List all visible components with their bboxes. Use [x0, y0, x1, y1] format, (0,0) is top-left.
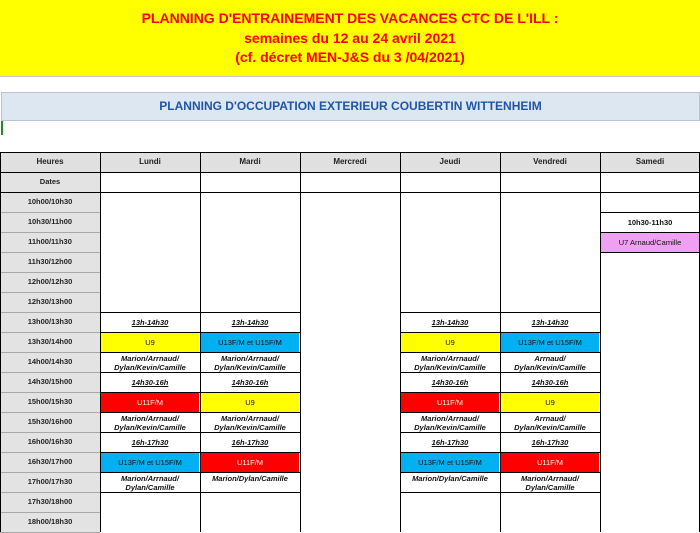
- time-slot-label: 12h30/13h00: [27, 297, 73, 306]
- grid-line: [500, 432, 600, 433]
- title-line-3: (cf. décret MEN-J&S du 3 /04/2021): [235, 49, 465, 65]
- schedule-entry: U13F/M et U15F/M: [401, 453, 499, 472]
- schedule-entry: Marion/Arrnaud/ Dylan/Kevin/Camille: [114, 354, 186, 372]
- grid-line: [500, 472, 600, 473]
- grid-line: [500, 412, 600, 413]
- grid-line: [600, 232, 700, 233]
- schedule-entry: 16h-17h30: [431, 438, 469, 447]
- time-slot-label: 18h00/18h30: [27, 517, 73, 526]
- grid-line: [0, 212, 100, 213]
- grid-line: [0, 312, 100, 313]
- grid-line: [0, 232, 100, 233]
- schedule-entry: U13F/M et U15F/M: [101, 453, 199, 472]
- grid-line: [200, 452, 300, 453]
- grid-line: [0, 372, 100, 373]
- grid-line: [100, 412, 200, 413]
- time-slot-label: 15h00/15h30: [27, 397, 73, 406]
- grid-line: [200, 492, 300, 493]
- grid-line: [600, 152, 601, 532]
- schedule-entry: 13h-14h30: [531, 318, 569, 327]
- grid-line: [0, 332, 100, 333]
- schedule-entry: U9: [401, 333, 499, 352]
- grid-line: [400, 472, 500, 473]
- schedule-entry: 14h30-16h: [431, 378, 469, 387]
- grid-line: [0, 432, 100, 433]
- grid-line: [0, 512, 100, 513]
- schedule-entry: Marion/Dylan/Camille: [212, 474, 288, 483]
- grid-line: [100, 332, 200, 333]
- column-header-vendredi: Vendredi: [533, 157, 567, 166]
- grid-line: [600, 252, 700, 253]
- grid-line: [400, 392, 500, 393]
- grid-line: [200, 372, 300, 373]
- grid-line: [400, 452, 500, 453]
- grid-line: [100, 492, 200, 493]
- grid-line: [200, 472, 300, 473]
- grid-line: [0, 192, 700, 193]
- schedule-entry: 10h30-11h30: [627, 218, 673, 227]
- grid-line: [400, 312, 500, 313]
- schedule-entry: Marion/Arrnaud/ Dylan/Kevin/Camille: [214, 414, 286, 432]
- schedule-entry: Marion/Arrnaud/ Dylan/Kevin/Camille: [414, 414, 486, 432]
- column-header-jeudi: Jeudi: [439, 157, 461, 166]
- grid-line: [400, 492, 500, 493]
- grid-line: [500, 332, 600, 333]
- grid-line: [500, 152, 501, 532]
- schedule-entry: 14h30-16h: [531, 378, 569, 387]
- grid-line: [500, 372, 600, 373]
- schedule-entry: U7 Arnaud/Camille: [601, 233, 699, 252]
- schedule-entry: U11F/M: [201, 453, 299, 472]
- schedule-entry: Marion/Dylan/Camille: [412, 474, 488, 483]
- grid-line: [0, 272, 100, 273]
- grid-line: [400, 332, 500, 333]
- grid-line: [200, 352, 300, 353]
- schedule-entry: U13F/M et U15F/M: [201, 333, 299, 352]
- dates-label: Dates: [39, 177, 61, 186]
- schedule-entry: 16h-17h30: [531, 438, 569, 447]
- time-slot-label: 17h00/17h30: [27, 477, 73, 486]
- schedule-entry: U11F/M: [401, 393, 499, 412]
- grid-line: [0, 292, 100, 293]
- time-slot-label: 11h30/12h00: [27, 257, 73, 266]
- schedule-entry: U9: [101, 333, 199, 352]
- time-slot-label: 12h00/12h30: [27, 277, 73, 286]
- time-slot-label: 14h00/14h30: [27, 357, 73, 366]
- grid-line: [0, 412, 100, 413]
- grid-line: [500, 352, 600, 353]
- grid-line: [200, 392, 300, 393]
- grid-line: [400, 372, 500, 373]
- time-slot-label: 16h30/17h00: [27, 457, 73, 466]
- column-header-heures: Heures: [36, 157, 64, 166]
- grid-line: [100, 392, 200, 393]
- schedule-entry: Marion/Arrnaud/ Dylan/Camille: [521, 474, 579, 492]
- time-slot-label: 14h30/15h00: [27, 377, 73, 386]
- schedule-entry: 16h-17h30: [131, 438, 169, 447]
- title-line-1: PLANNING D'ENTRAINEMENT DES VACANCES CTC DE L'ILL :: [141, 10, 559, 26]
- grid-line: [500, 492, 600, 493]
- schedule-entry: Marion/Arrnaud/ Dylan/Kevin/Camille: [214, 354, 286, 372]
- grid-line: [100, 472, 200, 473]
- grid-line: [0, 392, 100, 393]
- grid-line: [400, 412, 500, 413]
- schedule-entry: 16h-17h30: [231, 438, 269, 447]
- time-slot-label: 10h30/11h00: [27, 217, 73, 226]
- schedule-entry: Arrnaud/ Dylan/Kevin/Camille: [514, 354, 586, 372]
- time-slot-label: 11h00/11h30: [28, 237, 72, 246]
- grid-line: [100, 432, 200, 433]
- schedule-entry: Marion/Arrnaud/ Dylan/Kevin/Camille: [114, 414, 186, 432]
- schedule-entry: 13h-14h30: [231, 318, 269, 327]
- grid-line: [100, 312, 200, 313]
- schedule-entry: U11F/M: [501, 453, 599, 472]
- schedule-entry: U9: [201, 393, 299, 412]
- column-header-mercredi: Mercredi: [333, 157, 367, 166]
- time-slot-label: 10h00/10h30: [27, 197, 73, 206]
- grid-line: [0, 472, 100, 473]
- grid-line: [0, 172, 700, 173]
- grid-line: [400, 152, 401, 532]
- grid-line: [100, 452, 200, 453]
- column-header-samedi: Samedi: [635, 157, 665, 166]
- time-slot-label: 16h00/16h30: [27, 437, 73, 446]
- grid-line: [200, 312, 300, 313]
- grid-line: [600, 212, 700, 213]
- schedule-entry: 13h-14h30: [431, 318, 469, 327]
- schedule-entry: Marion/Arrnaud/ Dylan/Camille: [121, 474, 179, 492]
- grid-line: [0, 172, 100, 173]
- grid-line: [500, 312, 600, 313]
- title-line-2: semaines du 12 au 24 avril 2021: [244, 30, 456, 46]
- grid-line: [400, 352, 500, 353]
- grid-line: [500, 452, 600, 453]
- grid-line: [0, 152, 1, 532]
- grid-line: [100, 352, 200, 353]
- grid-line: [400, 432, 500, 433]
- grid-line: [200, 412, 300, 413]
- subtitle: PLANNING D'OCCUPATION EXTERIEUR COUBERTIN WITTENHEIM: [159, 99, 542, 113]
- grid-line: [200, 152, 201, 532]
- grid-line: [0, 452, 100, 453]
- schedule-entry: Arrnaud/ Dylan/Kevin/Camille: [514, 414, 586, 432]
- column-header-lundi: Lundi: [139, 157, 161, 166]
- grid-line: [300, 152, 301, 532]
- schedule-entry: U11F/M: [101, 393, 199, 412]
- grid-line: [0, 352, 100, 353]
- time-slot-label: 17h30/18h00: [27, 497, 73, 506]
- time-slot-label: 13h30/14h00: [27, 337, 73, 346]
- column-header-mardi: Mardi: [239, 157, 261, 166]
- grid-line: [100, 152, 101, 532]
- grid-line: [100, 372, 200, 373]
- grid-line: [0, 492, 100, 493]
- grid-line: [0, 152, 700, 153]
- schedule-entry: 14h30-16h: [231, 378, 269, 387]
- schedule-entry: Marion/Arrnaud/ Dylan/Kevin/Camille: [414, 354, 486, 372]
- grid-line: [200, 332, 300, 333]
- grid-line: [500, 392, 600, 393]
- schedule-entry: 13h-14h30: [131, 318, 169, 327]
- schedule-entry: U9: [501, 393, 599, 412]
- grid-line: [200, 432, 300, 433]
- schedule-entry: 14h30-16h: [131, 378, 169, 387]
- time-slot-label: 15h30/16h00: [27, 417, 73, 426]
- time-slot-label: 13h00/13h30: [27, 317, 73, 326]
- grid-line: [0, 252, 100, 253]
- schedule-entry: U13F/M et U15F/M: [501, 333, 599, 352]
